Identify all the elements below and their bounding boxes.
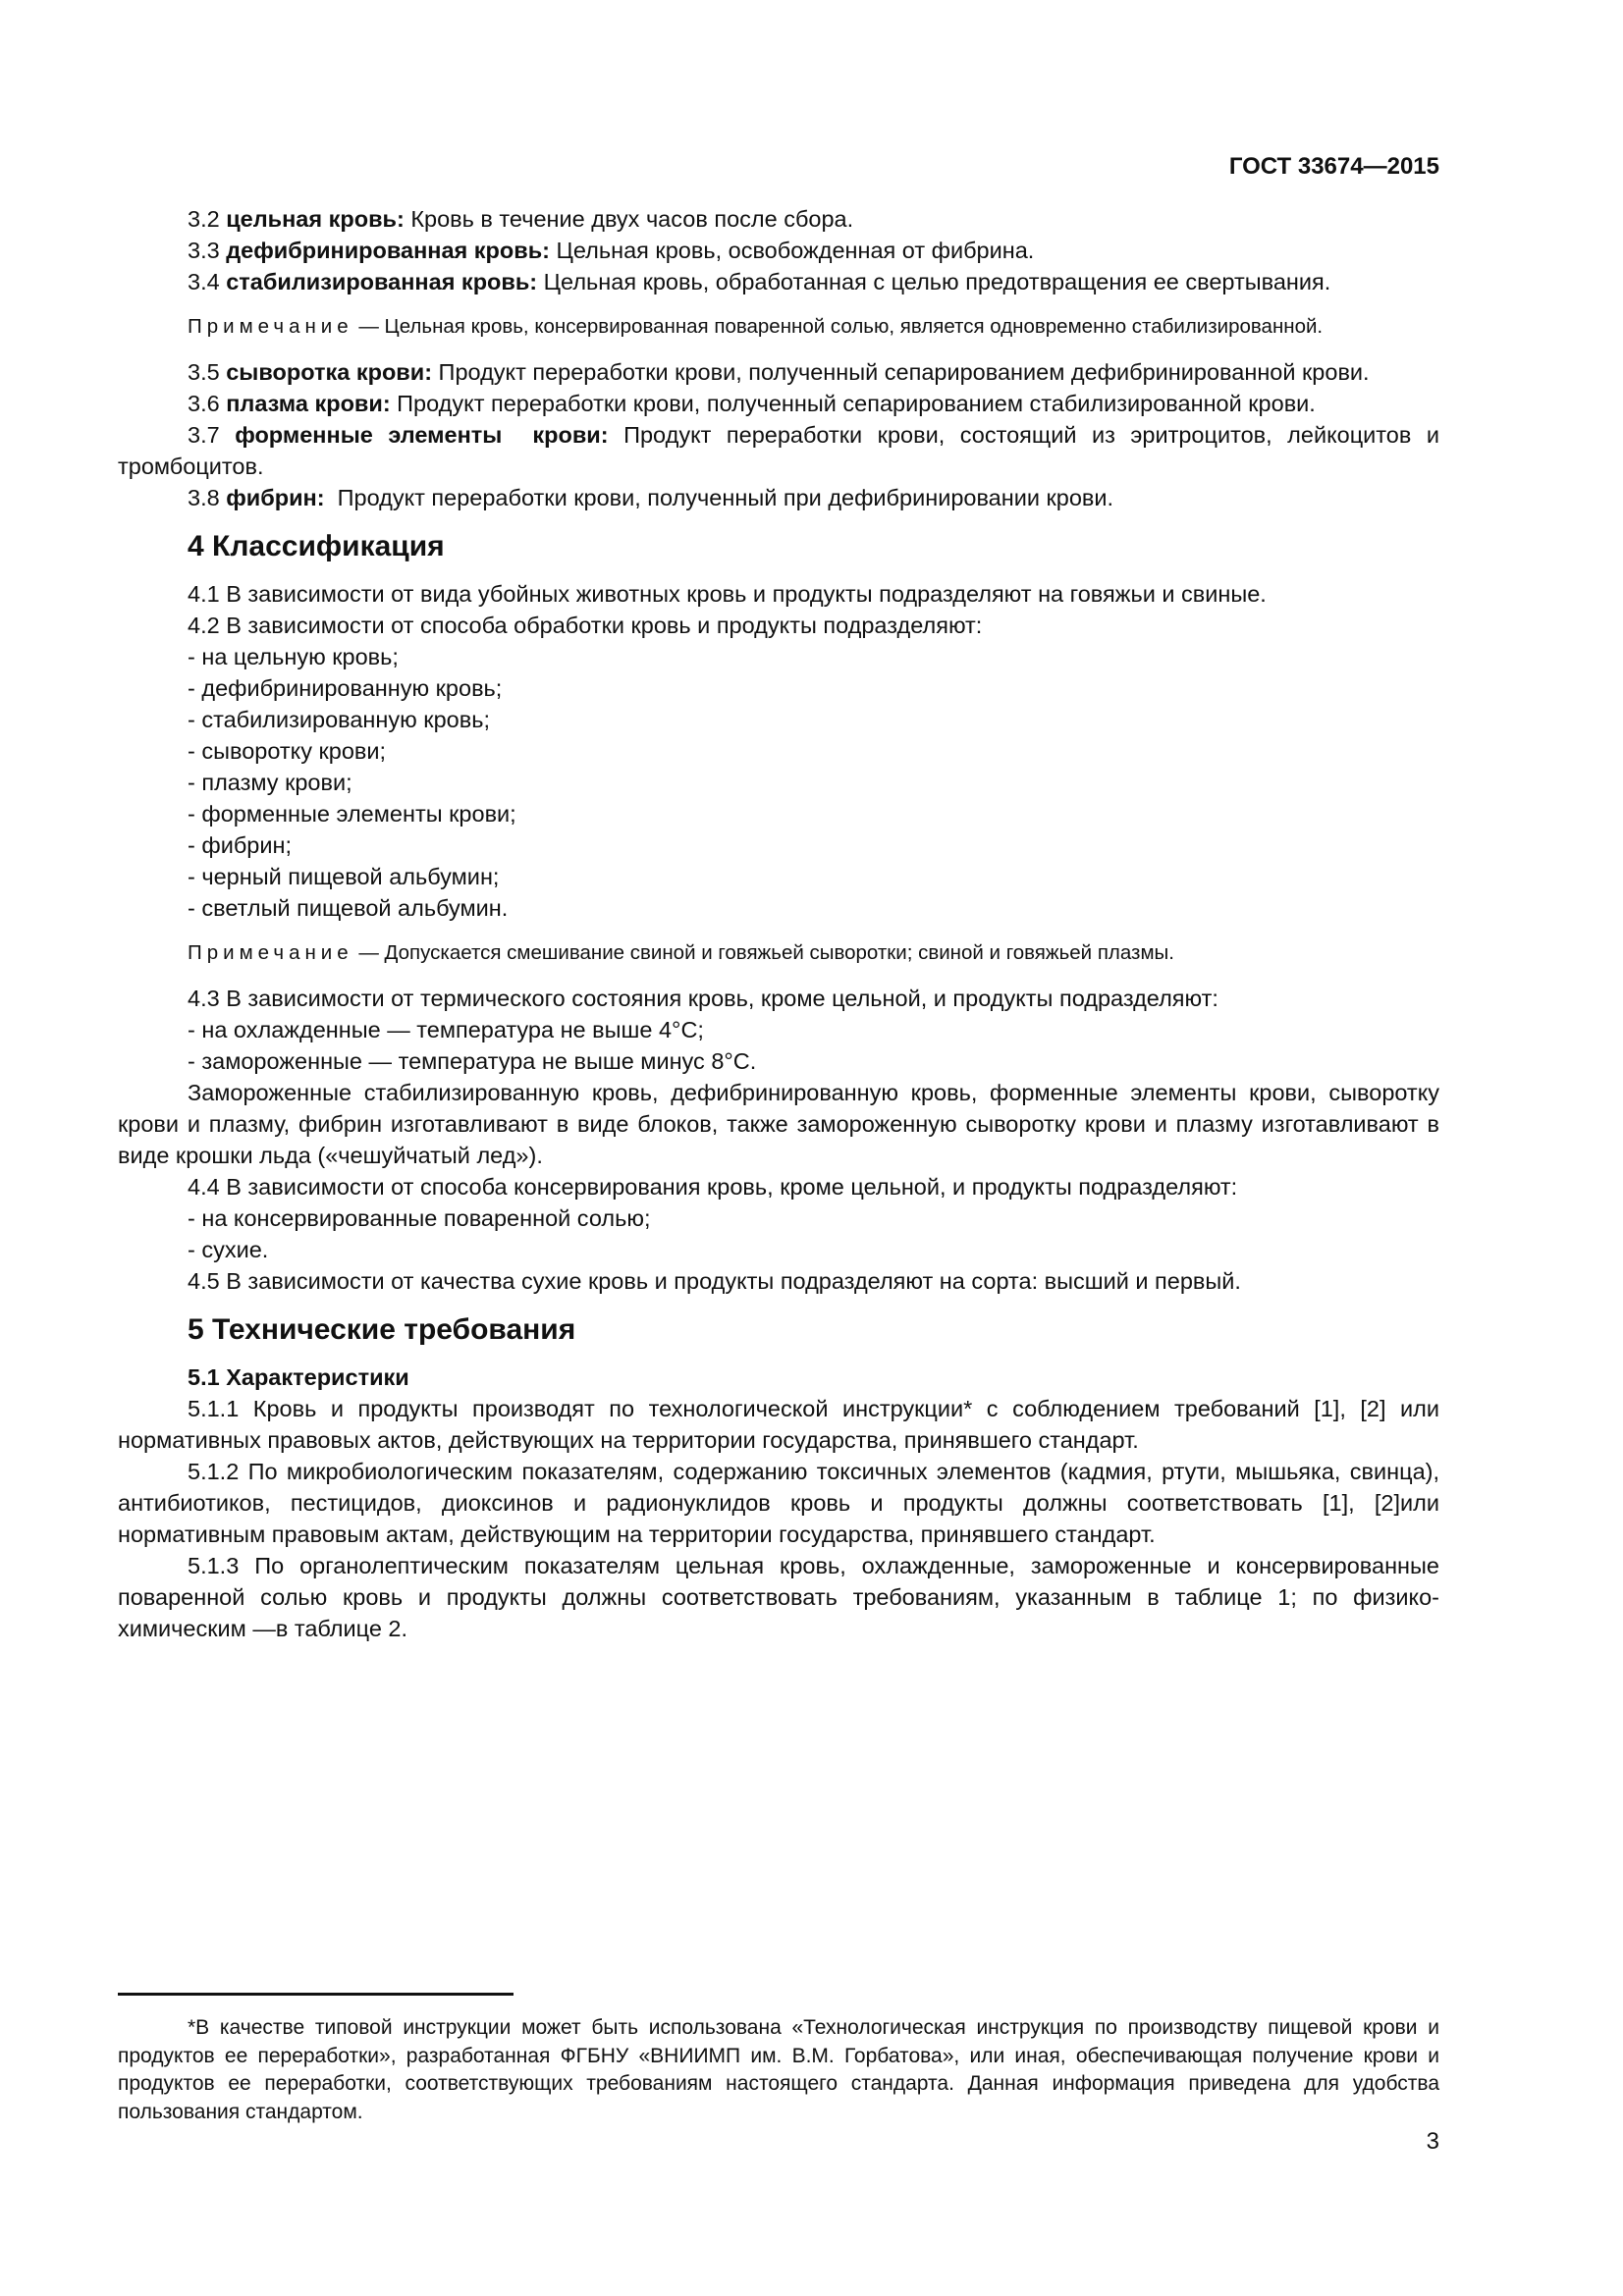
footnote-separator [118,1993,514,1996]
footnote [118,2014,1439,2126]
paragraph-5-1-1: 5.1.1 Кровь и продукты производят по технологической инструкции* с соблюдением требований [1], [2] или нормативных правовых актов, действующих на территории государства, принявшего стандарт. [118,1396,1439,1453]
list-item: - плазму крови; [188,770,352,795]
paragraph-5-1-2: 5.1.2 По микробиологическим показателям, содержанию токсичных элементов (кадмия, ртути, мышьяка, свинца), антибиотиков, пестицидов, диоксинов и радионуклидов кровь и продукты должны соответствовать [1], [2]или нормативным правовым актам, действующим на территории государства, принявшего стандарт. [118,1459,1439,1547]
definition-3-3: 3.3 дефибринированная кровь: Цельная кровь, освобожденная от фибрина. [188,238,1035,263]
document-header: ГОСТ 33674—2015 [1228,153,1439,180]
paragraph-4-3: 4.3 В зависимости от термического состояния кровь, кроме цельной, и продукты подразделяют: [188,986,1218,1011]
definition-3-5: 3.5 сыворотка крови: Продукт переработки крови, полученный сепарированием дефибринированной крови. [188,359,1370,385]
definition-3-2: 3.2 цельная кровь: Кровь в течение двух часов после сбора. [188,206,854,232]
paragraph-4-5: 4.5 В зависимости от качества сухие кровь и продукты подразделяют на сорта: высший и первый. [188,1268,1241,1294]
definition-3-6: 3.6 плазма крови: Продукт переработки крови, полученный сепарированием стабилизированной крови. [188,391,1316,416]
paragraph-4-3-frozen: Замороженные стабилизированную кровь, дефибринированную кровь, форменные элементы крови, сыворотку крови и плазму, фибрин изготавливают в виде блоков, также замороженную сыворотку крови и плазму изготавливают в виде крошки льда («чешуйчатый лед»). [118,1080,1439,1168]
paragraph-4-1: 4.1 В зависимости от вида убойных животных кровь и продукты подразделяют на говяжьи и свиные. [188,581,1267,607]
note-1: Примечание — Цельная кровь, консервированная поваренной солью, является одновременно стабилизированной. [188,315,1324,338]
section-heading-4: 4 Классификация [188,530,445,562]
list-item: - замороженные — температура не выше минус 8°С. [188,1048,757,1074]
subsection-heading-5-1: 5.1 Характеристики [188,1364,409,1390]
list-item: - на цельную кровь; [188,644,399,669]
list-item: - сыворотку крови; [188,738,387,764]
list-item: - форменные элементы крови; [188,801,516,827]
definition-3-4: 3.4 стабилизированная кровь: Цельная кровь, обработанная с целью предотвращения ее свертывания. [188,269,1331,294]
footnote-text: *В качестве типовой инструкции может быть использована «Технологическая инструкция по производству пищевой крови и продуктов ее переработки», разработанная ФГБНУ «ВНИИМП им. В.М. Горбатова», или иная, обеспечивающая получение крови и продуктов ее переработки, соответствующих требованиям настоящего стандарта. Данная информация приведена для удобства пользования стандартом. [118,2016,1439,2123]
list-item: - дефибринированную кровь; [188,675,503,701]
note-2: Примечание — Допускается смешивание свиной и говяжьей сыворотки; свиной и говяжьей плазмы. [188,941,1174,964]
list-item: - черный пищевой альбумин; [188,864,500,889]
list-item: - на охлажденные — температура не выше 4°С; [188,1017,704,1042]
list-item: - сухие. [188,1237,269,1262]
list-item: - стабилизированную кровь; [188,707,490,732]
section-heading-5: 5 Технические требования [188,1313,576,1346]
paragraph-4-4: 4.4 В зависимости от способа консервирования кровь, кроме цельной, и продукты подразделяют: [188,1174,1238,1200]
definition-3-8: 3.8 фибрин: Продукт переработки крови, полученный при дефибринировании крови. [188,485,1114,510]
definition-3-7: 3.7 форменные элементы крови: Продукт переработки крови, состоящий из эритроцитов, лейкоцитов и тромбоцитов. [118,422,1439,479]
page-number: 3 [1426,2128,1439,2155]
list-item: - светлый пищевой альбумин. [188,895,509,921]
body-text [118,203,1439,1644]
list-item: - на консервированные поваренной солью; [188,1205,651,1231]
paragraph-5-1-3: 5.1.3 По органолептическим показателям цельная кровь, охлажденные, замороженные и консервированные поваренной солью кровь и продукты должны соответствовать требованиям, указанным в таблице 1; по физико-химическим —в таблице 2. [118,1553,1439,1641]
list-item: - фибрин; [188,832,292,858]
paragraph-4-2: 4.2 В зависимости от способа обработки кровь и продукты подразделяют: [188,613,983,638]
